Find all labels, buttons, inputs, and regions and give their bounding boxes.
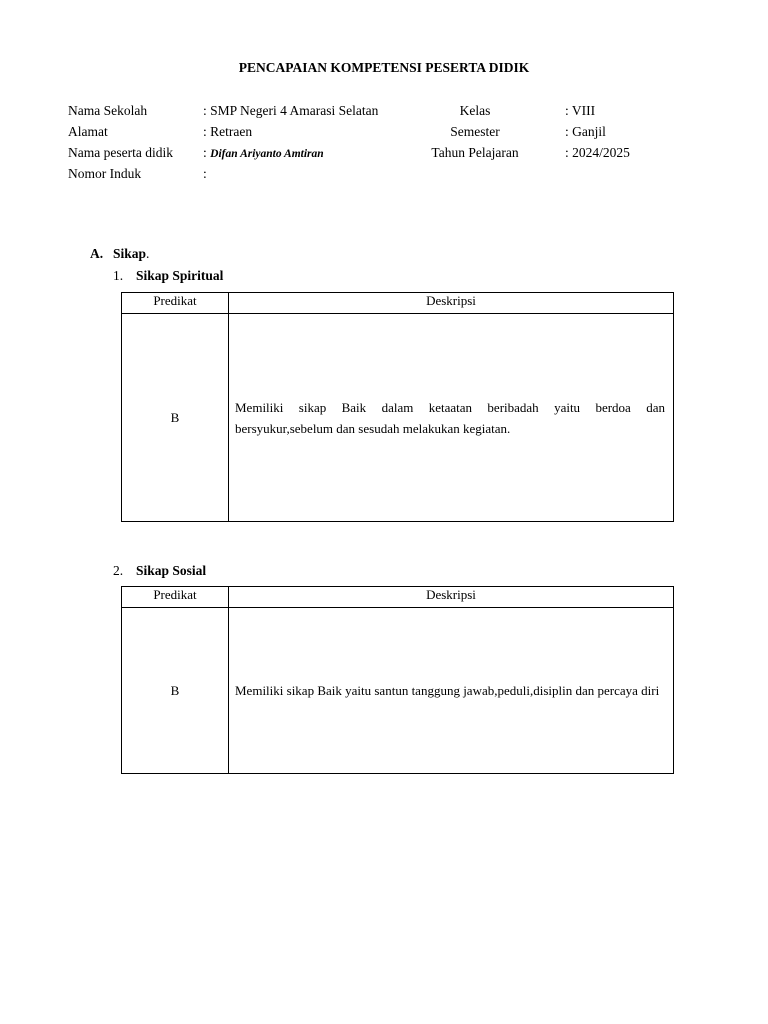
predikat-cell: B	[122, 608, 229, 774]
info-labels	[68, 100, 202, 184]
section-a-heading	[90, 246, 149, 262]
label-semester: Semester	[450, 124, 500, 139]
value-nomor-induk: :	[203, 166, 207, 181]
sosial-number: 2.	[113, 563, 124, 578]
header-predikat: Predikat	[122, 587, 229, 608]
info-values-right	[565, 100, 685, 163]
table-row	[122, 608, 674, 774]
value-tahun-pelajaran: : 2024/2025	[565, 145, 630, 160]
spiritual-table	[121, 292, 674, 522]
header-predikat: Predikat	[122, 293, 229, 314]
value-colon: :	[203, 145, 211, 160]
spiritual-title: Sikap Spiritual	[136, 268, 224, 283]
sosial-title: Sikap Sosial	[136, 563, 207, 578]
label-kelas: Kelas	[459, 103, 491, 118]
student-name: Difan Ariyanto Amtiran	[210, 148, 324, 160]
table-header-row	[122, 293, 674, 314]
section-suffix: .	[146, 246, 150, 261]
table-header-row	[122, 587, 674, 608]
info-labels-right	[420, 100, 530, 163]
sosial-table	[121, 586, 674, 774]
table-row	[122, 314, 674, 522]
info-values	[203, 100, 433, 184]
label-alamat: Alamat	[68, 124, 108, 139]
sosial-heading	[113, 563, 206, 579]
header-deskripsi: Deskripsi	[229, 293, 674, 314]
value-alamat: : Retraen	[203, 124, 253, 139]
section-letter: A.	[90, 246, 104, 261]
spiritual-heading	[113, 268, 223, 284]
deskripsi-cell: Memiliki sikap Baik yaitu santun tanggung jawab,peduli,disiplin dan percaya diri	[229, 608, 674, 774]
label-nama-peserta-didik: Nama peserta didik	[68, 145, 173, 160]
section-title: Sikap	[113, 246, 147, 261]
label-nomor-induk: Nomor Induk	[68, 166, 142, 181]
header-deskripsi: Deskripsi	[229, 587, 674, 608]
predikat-cell: B	[122, 314, 229, 522]
value-kelas: : VIII	[565, 103, 596, 118]
value-nama-sekolah: : SMP Negeri 4 Amarasi Selatan	[203, 103, 379, 118]
value-semester: : Ganjil	[565, 124, 606, 139]
report-title: PENCAPAIAN KOMPETENSI PESERTA DIDIK	[238, 60, 530, 75]
value-nama-peserta-didik	[203, 142, 433, 163]
spiritual-number: 1.	[113, 268, 124, 283]
label-nama-sekolah: Nama Sekolah	[68, 103, 148, 118]
deskripsi-cell: Memiliki sikap Baik dalam ketaatan beribadah yaitu berdoa dan bersyukur,sebelum dan sesudah melakukan kegiatan.	[229, 314, 674, 522]
label-tahun-pelajaran: Tahun Pelajaran	[431, 145, 519, 160]
